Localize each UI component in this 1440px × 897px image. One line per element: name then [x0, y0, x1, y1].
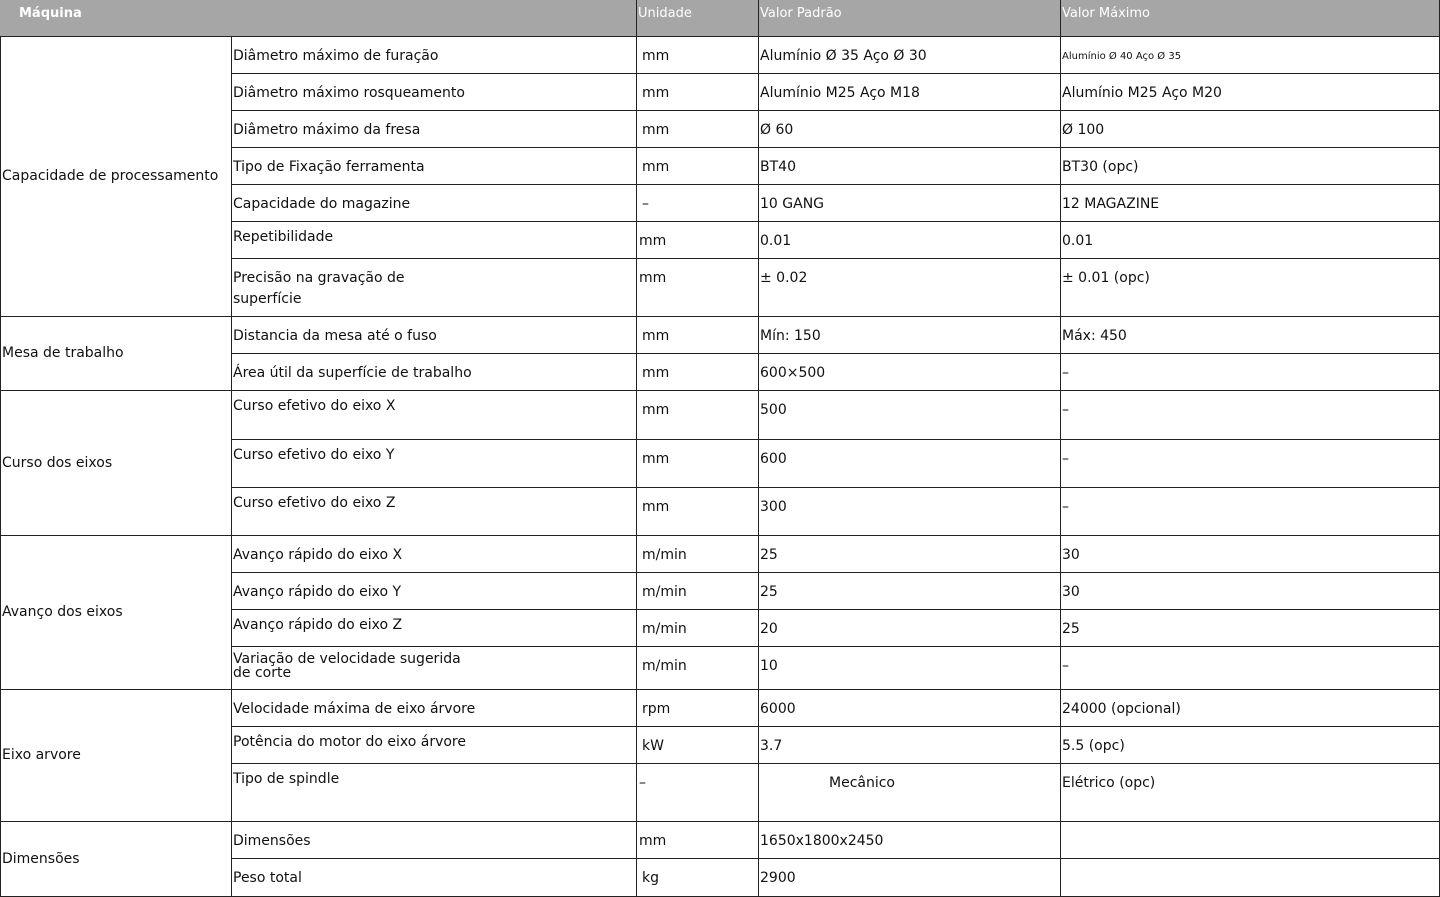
row-standard: BT40: [759, 148, 1061, 185]
row-item: Diâmetro máximo rosqueamento: [232, 74, 637, 111]
group-label: Curso dos eixos: [0, 391, 232, 536]
row-unit: m/min: [637, 610, 759, 647]
row-item: Avanço rápido do eixo Y: [232, 573, 637, 610]
row-item: Avanço rápido do eixo Z: [232, 610, 637, 647]
row-standard: 25: [759, 536, 1061, 573]
row-unit: mm: [637, 440, 759, 488]
row-max: 12 MAGAZINE: [1061, 185, 1440, 222]
row-max: Alumínio M25 Aço M20: [1061, 74, 1440, 111]
row-unit: kg: [637, 859, 759, 897]
row-item: Diâmetro máximo da fresa: [232, 111, 637, 148]
group-label: Capacidade de processamento: [0, 37, 232, 317]
row-standard: 0.01: [759, 222, 1061, 259]
row-max: ± 0.01 (opc): [1061, 259, 1440, 317]
row-unit: m/min: [637, 536, 759, 573]
row-standard: 500: [759, 391, 1061, 440]
row-max: [1061, 859, 1440, 897]
header-standard: Valor Padrão: [759, 0, 1061, 37]
row-unit: mm: [637, 148, 759, 185]
row-unit: –: [637, 764, 759, 822]
row-standard: 600: [759, 440, 1061, 488]
row-unit: mm: [637, 354, 759, 391]
header-unit: Unidade: [637, 0, 759, 37]
row-max: 30: [1061, 573, 1440, 610]
row-item: Curso efetivo do eixo X: [232, 391, 637, 440]
row-max: –: [1061, 488, 1440, 536]
row-item: Velocidade máxima de eixo árvore: [232, 690, 637, 727]
row-unit: mm: [637, 317, 759, 354]
row-max: 25: [1061, 610, 1440, 647]
row-max: Máx: 450: [1061, 317, 1440, 354]
row-item: Curso efetivo do eixo Z: [232, 488, 637, 536]
row-standard: 600×500: [759, 354, 1061, 391]
row-item: Área útil da superfície de trabalho: [232, 354, 637, 391]
row-standard: Ø 60: [759, 111, 1061, 148]
row-standard: 20: [759, 610, 1061, 647]
row-max: –: [1061, 440, 1440, 488]
row-standard: Mín: 150: [759, 317, 1061, 354]
row-standard: Alumínio M25 Aço M18: [759, 74, 1061, 111]
row-item: Potência do motor do eixo árvore: [232, 727, 637, 764]
row-standard: 25: [759, 573, 1061, 610]
group-label: Eixo arvore: [0, 690, 232, 822]
row-standard: Alumínio Ø 35 Aço Ø 30: [759, 37, 1061, 74]
row-item: Capacidade do magazine: [232, 185, 637, 222]
row-max: [1061, 822, 1440, 859]
row-unit: mm: [637, 222, 759, 259]
row-item: Variação de velocidade sugerida de corte: [232, 647, 637, 690]
row-unit: mm: [637, 488, 759, 536]
row-standard: 1650x1800x2450: [759, 822, 1061, 859]
header-max: Valor Máximo: [1061, 0, 1440, 37]
row-unit: mm: [637, 37, 759, 74]
row-standard: 6000: [759, 690, 1061, 727]
row-item: Distancia da mesa até o fuso: [232, 317, 637, 354]
row-max: Ø 100: [1061, 111, 1440, 148]
row-standard: Mecânico: [759, 764, 1061, 822]
row-max: Elétrico (opc): [1061, 764, 1440, 822]
row-unit: mm: [637, 74, 759, 111]
row-item: Precisão na gravação de superfície: [232, 259, 637, 317]
row-unit: –: [637, 185, 759, 222]
row-max: 5.5 (opc): [1061, 727, 1440, 764]
group-label: Mesa de trabalho: [0, 317, 232, 391]
row-item: Repetibilidade: [232, 222, 637, 259]
row-standard: 10: [759, 647, 1061, 690]
row-max: BT30 (opc): [1061, 148, 1440, 185]
group-label: Avanço dos eixos: [0, 536, 232, 690]
row-unit: kW: [637, 727, 759, 764]
row-max: Alumínio Ø 40 Aço Ø 35: [1061, 37, 1440, 74]
table-left-border: [0, 37, 1, 897]
row-standard: 2900: [759, 859, 1061, 897]
header-machine: Máquina: [0, 0, 637, 37]
row-max: 0.01: [1061, 222, 1440, 259]
row-max: 30: [1061, 536, 1440, 573]
row-max: 24000 (opcional): [1061, 690, 1440, 727]
row-item: Curso efetivo do eixo Y: [232, 440, 637, 488]
row-standard: 3.7: [759, 727, 1061, 764]
row-item: Dimensões: [232, 822, 637, 859]
row-max: –: [1061, 354, 1440, 391]
row-unit: rpm: [637, 690, 759, 727]
row-item: Tipo de spindle: [232, 764, 637, 822]
row-standard: ± 0.02: [759, 259, 1061, 317]
row-unit: m/min: [637, 573, 759, 610]
group-label: Dimensões: [0, 822, 232, 897]
row-max: –: [1061, 647, 1440, 690]
row-unit: mm: [637, 822, 759, 859]
row-unit: mm: [637, 111, 759, 148]
row-item: Peso total: [232, 859, 637, 897]
row-max: –: [1061, 391, 1440, 440]
row-unit: m/min: [637, 647, 759, 690]
row-item: Diâmetro máximo de furação: [232, 37, 637, 74]
row-unit: mm: [637, 259, 759, 317]
row-standard: 10 GANG: [759, 185, 1061, 222]
row-item: Avanço rápido do eixo X: [232, 536, 637, 573]
row-unit: mm: [637, 391, 759, 440]
row-standard: 300: [759, 488, 1061, 536]
row-item: Tipo de Fixação ferramenta: [232, 148, 637, 185]
